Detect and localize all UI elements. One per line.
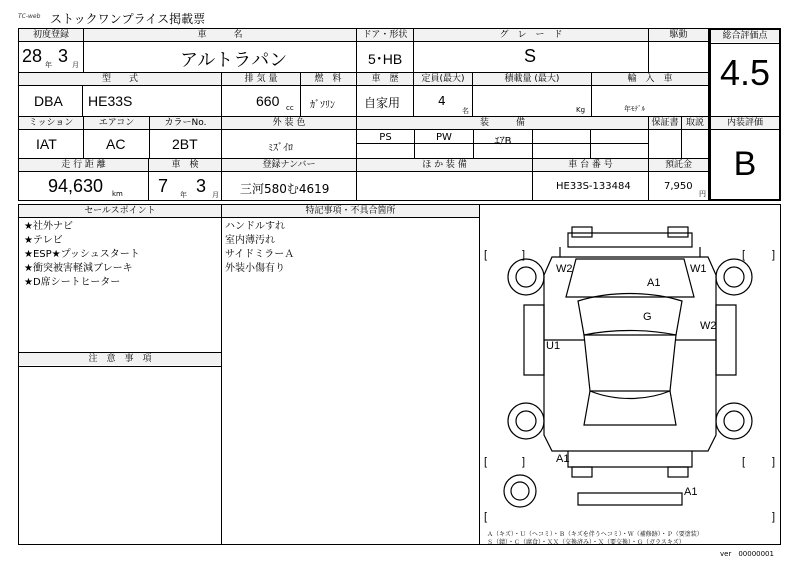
inspection-year: 7 — [158, 176, 169, 196]
overall-score: 4.5 — [719, 52, 771, 93]
damage-mark: A1 — [684, 486, 698, 498]
legend-line-1: Ａ（キズ）・Ｕ（ヘコミ）・Ｂ（キズを伴うヘコミ）・Ｗ（補修跡）・Ｐ（要塗装） — [487, 531, 703, 538]
legend-line-2: Ｓ（錆）・Ｃ（腐食）・ＸＸ（交換済み）・Ｘ（要交換）・Ｇ（ガラスキズ） — [487, 539, 685, 546]
model: HE33S — [88, 93, 133, 109]
damage-mark: W2 — [700, 320, 717, 332]
damage-mark: W2 — [556, 263, 573, 275]
header-door-shape: ドア・形状 — [357, 29, 413, 41]
header-displacement: 排 気 量 — [222, 73, 300, 85]
color-no: 2BT — [172, 136, 198, 152]
car-name: アルトラパン — [180, 50, 288, 70]
header-other-equipment: ほ か 装 備 — [357, 159, 532, 171]
plate: 三河580む4619 — [240, 182, 330, 196]
spec-table — [18, 28, 709, 201]
chassis-no: HE33S-133484 — [556, 181, 631, 192]
damage-mark: U1 — [546, 340, 561, 352]
aircon: AC — [106, 136, 126, 152]
special-notes-list — [225, 220, 294, 276]
grade: S — [524, 46, 537, 66]
sales-points-list — [24, 220, 140, 290]
page-title: ストックワンプライス掲載票 — [50, 12, 206, 26]
damage-mark: A1 — [556, 453, 570, 465]
header-mission: ミッション — [19, 117, 83, 129]
list-item: 外装小傷有り — [225, 263, 285, 274]
header-car-name: 車 名 — [84, 29, 356, 41]
header-first-reg: 初度登録 — [19, 29, 83, 41]
header-caution: 注 意 事 項 — [19, 353, 221, 365]
damage-mark: W1 — [690, 263, 707, 275]
header-model: 型 式 — [19, 73, 221, 85]
header-drive: 駆動 — [649, 29, 708, 41]
header-grade: グ レ ー ド — [414, 29, 648, 41]
mileage: 94,630 — [48, 176, 104, 196]
header-fuel: 燃 料 — [301, 73, 355, 85]
interior-score: B — [733, 145, 757, 183]
header-interior-eval: 内装評価 — [711, 117, 779, 129]
list-item: ★D席シートヒーター — [24, 277, 121, 288]
list-item: サイドミラーＡ — [225, 249, 295, 260]
header-manual: 取説 — [682, 117, 708, 129]
damage-mark: A1 — [647, 277, 661, 289]
door-shape: 5･HB — [368, 51, 403, 67]
first-reg-month: 3 — [58, 46, 69, 66]
exterior-color: ﾐｽﾞｲﾛ — [268, 143, 293, 154]
list-item: 室内薄汚れ — [225, 235, 275, 246]
displacement: 660 — [256, 93, 280, 109]
fuel: ｶﾞｿﾘﾝ — [310, 100, 335, 111]
header-mileage: 走 行 距 離 — [19, 159, 148, 171]
list-item: ★ESP★プッシュスタート — [24, 249, 140, 260]
list-item: ★衝突被害軽減ブレーキ — [24, 263, 133, 274]
header-chassis-no: 車 台 番 号 — [533, 159, 648, 171]
inspection-month: 3 — [196, 176, 207, 196]
header-inspection: 車 検 — [149, 159, 221, 171]
first-reg-year: 28 — [22, 46, 43, 66]
header-warranty: 保証書 — [649, 117, 681, 129]
header-exterior-color: 外 装 色 — [222, 117, 356, 129]
header-history: 車 歴 — [357, 73, 413, 85]
header-import: 輸 入 車 — [592, 73, 708, 85]
capacity: 4 — [438, 94, 446, 108]
deposit: 7,950 — [664, 181, 693, 192]
logo: TC-web — [18, 13, 41, 20]
list-item: ★社外ナビ — [24, 221, 73, 232]
header-equipment: 装 備 — [357, 117, 648, 129]
damage-mark: G — [643, 311, 652, 323]
equip-airbag: ｴｱB — [494, 136, 512, 147]
import-model: 年ﾓﾃﾞﾙ — [624, 105, 645, 113]
header-plate: 登録ナンバー — [222, 159, 356, 171]
equip-pw: PW — [436, 132, 452, 143]
header-special-notes: 特記事項・不具合箇所 — [222, 205, 479, 217]
header-sales-points: セールスポイント — [19, 205, 221, 217]
version-label: ver 00000001 — [720, 550, 774, 558]
mission: IAT — [36, 136, 57, 152]
header-deposit: 預託金 — [649, 159, 708, 171]
model-prefix: DBA — [34, 93, 63, 109]
header-color-no: カラーNo. — [150, 117, 221, 129]
equip-ps: PS — [379, 132, 392, 143]
list-item: ★テレビ — [24, 235, 63, 246]
header-load: 積載量 (最大) — [473, 73, 591, 85]
header-capacity: 定員(最大) — [414, 73, 472, 85]
header-aircon: エアコン — [84, 117, 149, 129]
header-overall-eval: 総合評価点 — [711, 30, 779, 42]
list-item: ハンドルすれ — [225, 221, 285, 232]
history: 自家用 — [364, 96, 401, 110]
